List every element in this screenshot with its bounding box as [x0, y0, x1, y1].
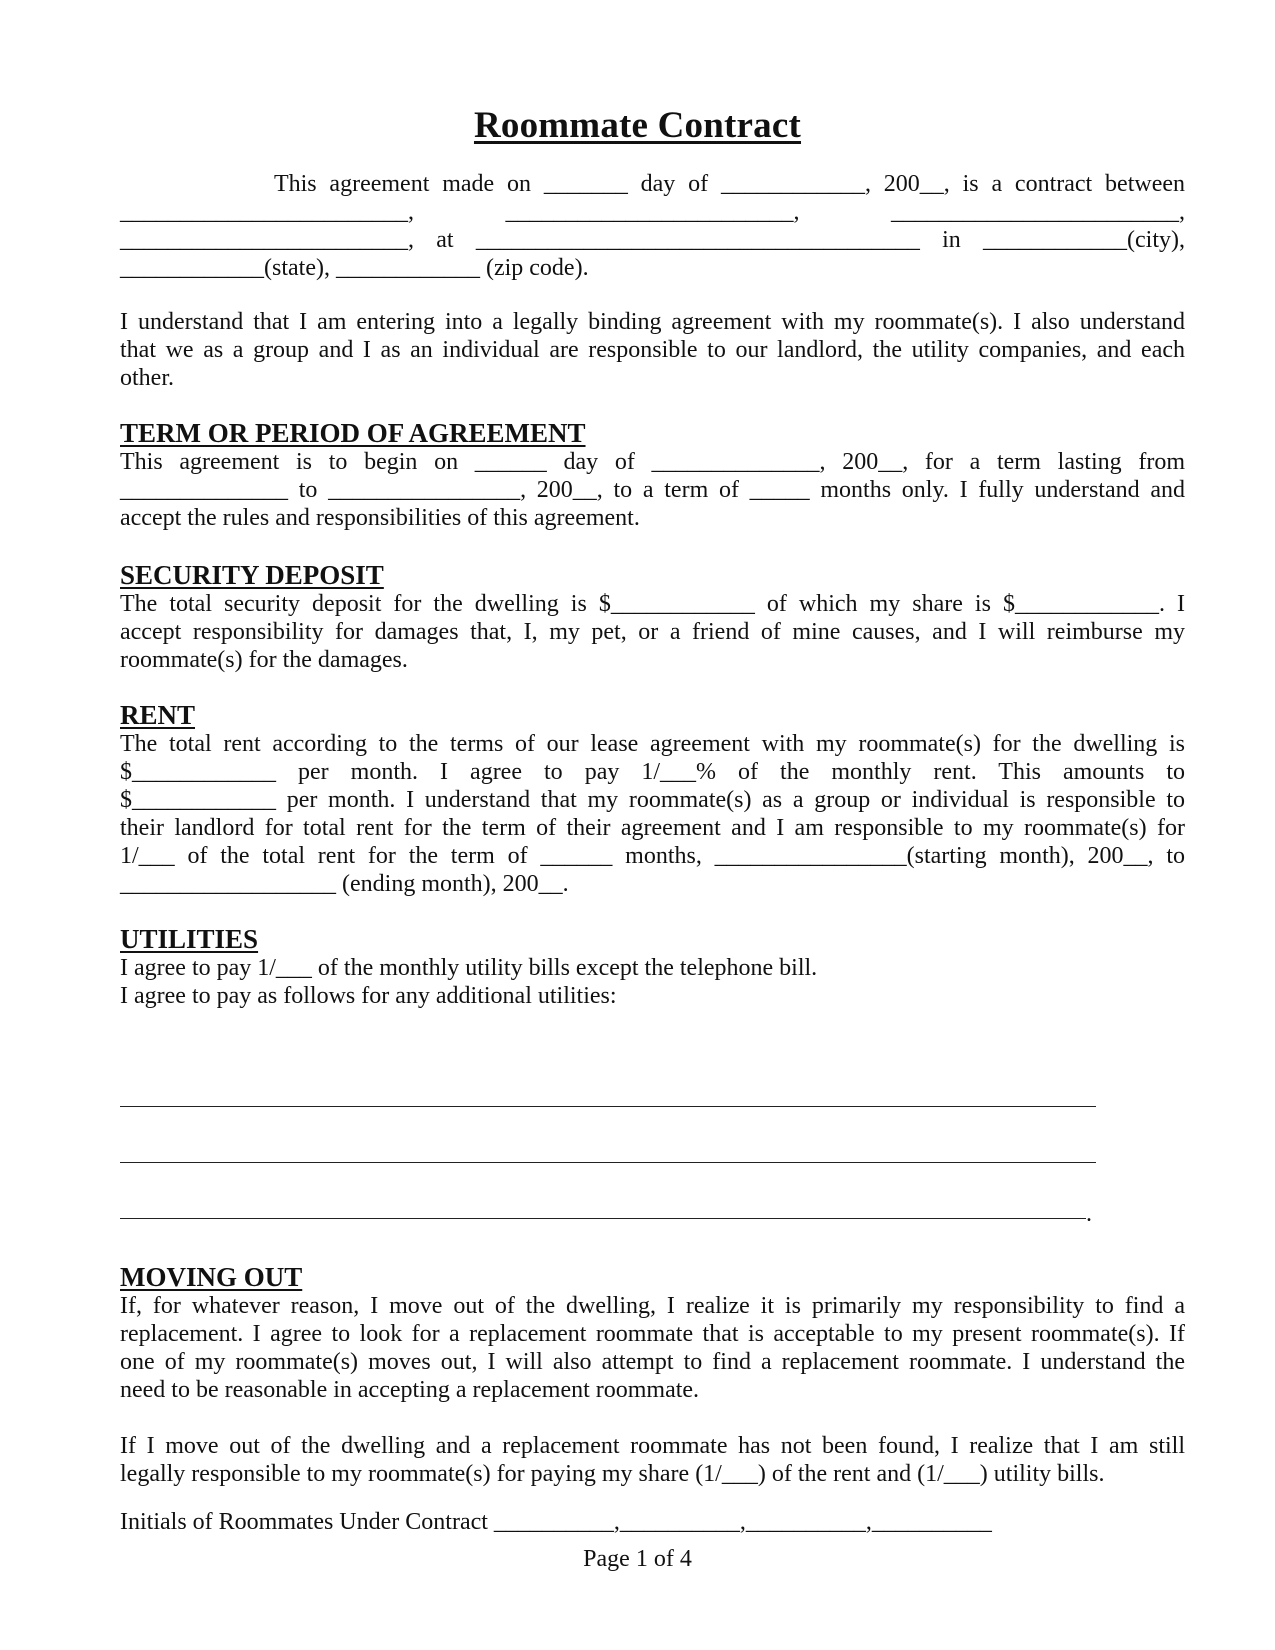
understand-line-3: other. [120, 365, 174, 391]
utilities-blank-line-2 [120, 1162, 1096, 1163]
rent-line-4: their landlord for total rent for the term of their agreement and I am responsible to my roommate(s) for [120, 815, 1185, 841]
utilities-end-mark: . [1086, 1201, 1092, 1227]
intro-line-4: ____________(state), ____________ (zip code). [120, 255, 589, 281]
term-line-2: ______________ to ________________, 200__, to a term of _____ months only. I fully understand and [120, 477, 1185, 503]
understand-line-1: I understand that I am entering into a legally binding agreement with my roommate(s). I also understand [120, 309, 1185, 335]
moving-out-p1-line-1: If, for whatever reason, I move out of the dwelling, I realize it is primarily my responsibility to find a [120, 1293, 1185, 1319]
rent-line-5: 1/___ of the total rent for the term of ______ months, ________________(starting month), 200__, to [120, 843, 1185, 869]
document-title: Roommate Contract [473, 105, 802, 146]
rent-line-2: $____________ per month. I agree to pay 1/___% of the monthly rent. This amounts to [120, 759, 1185, 785]
rent-line-1: The total rent according to the terms of our lease agreement with my roommate(s) for the dwelling is [120, 731, 1185, 757]
utilities-line-2: I agree to pay as follows for any additional utilities: [120, 983, 617, 1009]
rent-line-3: $____________ per month. I understand that my roommate(s) as a group or individual is responsible to [120, 787, 1185, 813]
utilities-line-1: I agree to pay 1/___ of the monthly utility bills except the telephone bill. [120, 955, 818, 981]
page-number: Page 1 of 4 [583, 1546, 692, 1572]
understand-line-2: that we as a group and I as an individual are responsible to our landlord, the utility companies, and each [120, 337, 1185, 363]
moving-out-p1-line-4: need to be reasonable in accepting a replacement roommate. [120, 1377, 700, 1403]
deposit-heading: SECURITY DEPOSIT [120, 560, 384, 590]
moving-out-heading: MOVING OUT [120, 1262, 303, 1292]
intro-line-1: This agreement made on _______ day of ____________, 200__, is a contract between [120, 171, 1185, 197]
moving-out-p1-line-3: one of my roommate(s) moves out, I will also attempt to find a replacement roommate. I understand the [120, 1349, 1185, 1375]
deposit-line-2: accept responsibility for damages that, I, my pet, or a friend of mine causes, and I will reimburse my [120, 619, 1185, 645]
intro-line-3: ________________________, at _____________________________________ in ____________(city), [120, 227, 1185, 253]
initials-line: Initials of Roommates Under Contract __________,__________,__________,__________ [120, 1509, 992, 1535]
utilities-blank-line-1 [120, 1106, 1096, 1107]
moving-out-p1-line-2: replacement. I agree to look for a replacement roommate that is acceptable to my present roommate(s). If [120, 1321, 1185, 1347]
utilities-blank-line-3 [120, 1218, 1086, 1219]
deposit-line-3: roommate(s) for the damages. [120, 647, 408, 673]
term-line-1: This agreement is to begin on ______ day of ______________, 200__, for a term lasting from [120, 449, 1185, 475]
rent-heading: RENT [120, 700, 196, 730]
rent-line-6: __________________ (ending month), 200__. [120, 871, 569, 897]
intro-line-2: ________________________, ________________________, ________________________, [120, 199, 1185, 225]
deposit-line-1: The total security deposit for the dwelling is $____________ of which my share is $____________. I [120, 591, 1185, 617]
term-heading: TERM OR PERIOD OF AGREEMENT [120, 418, 586, 448]
utilities-heading: UTILITIES [120, 924, 259, 954]
term-line-3: accept the rules and responsibilities of this agreement. [120, 505, 640, 531]
moving-out-p2-line-2: legally responsible to my roommate(s) for paying my share (1/___) of the rent and (1/___) utility bills. [120, 1461, 1105, 1487]
moving-out-p2-line-1: If I move out of the dwelling and a replacement roommate has not been found, I realize that I am still [120, 1433, 1185, 1459]
